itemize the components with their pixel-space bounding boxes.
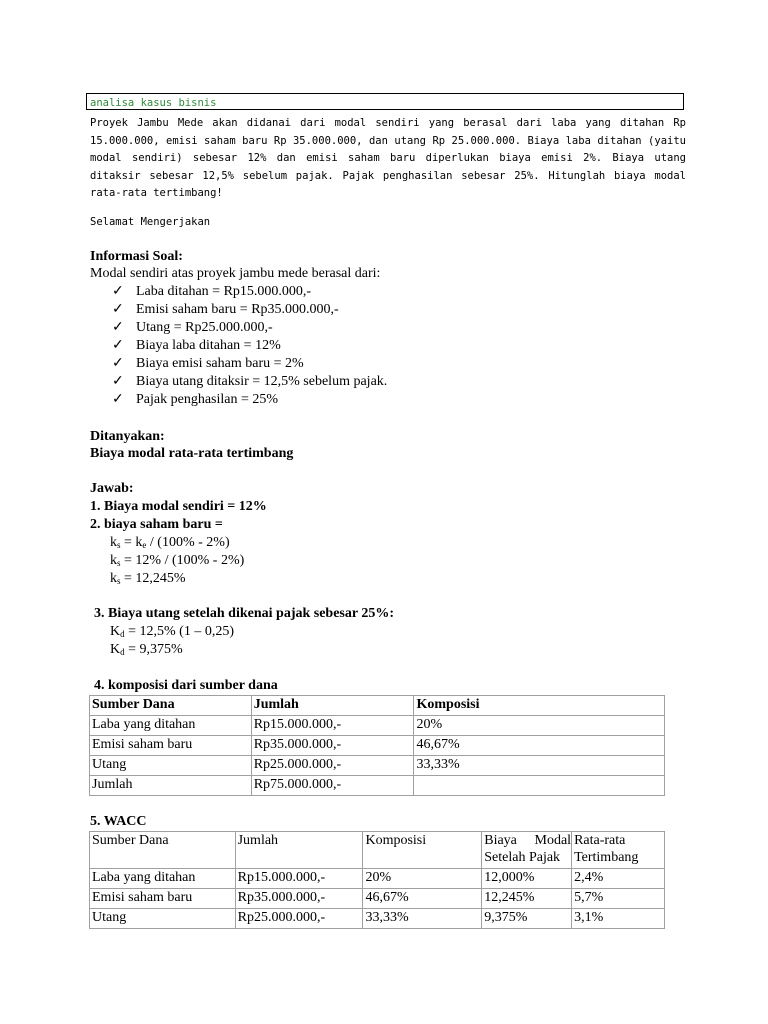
table-cell: Emisi saham baru bbox=[90, 736, 252, 756]
table-cell: Rp75.000.000,- bbox=[251, 776, 414, 796]
table-cell: 33,33% bbox=[414, 756, 665, 776]
asked-label: Ditanyakan: bbox=[90, 429, 165, 444]
formula-kd-1: $K_d = 12,5\%$ (1 – 0,25) bbox=[110, 624, 235, 639]
check-icon: ✓ bbox=[112, 302, 124, 317]
info-item-text: Emisi saham baru = Rp35.000.000,- bbox=[136, 302, 339, 317]
problem-statement bbox=[90, 115, 686, 203]
table-cell: Rp35.000.000,- bbox=[235, 889, 363, 909]
table-header-row bbox=[90, 696, 665, 716]
info-item bbox=[112, 301, 387, 319]
problem-text: Proyek Jambu Mede akan didanai dari modal sendiri yang berasal dari laba yang ditahan Rp 15.000.000, emisi saham baru Rp 35.000.000, dan utang Rp 25.000.000. Biaya laba ditahan (yaitu modal sendiri) sebesar 12% dan emisi saham baru diperlukan biaya emisi 2%. Biaya utang ditaksir sebesar 12,5% sebelum pajak. Pajak penghasilan sebesar 25%. Hitunglah biaya modal rata-rata tertimbang! bbox=[90, 117, 686, 199]
table-header-cell: Sumber Dana bbox=[90, 696, 252, 716]
answer-step-3: 3. Biaya utang setelah dikenai pajak sebesar 25%: bbox=[94, 606, 394, 621]
table-header-row bbox=[90, 832, 665, 869]
table-cell: Emisi saham baru bbox=[90, 889, 236, 909]
table-cell: Utang bbox=[90, 909, 236, 929]
asked-question: Biaya modal rata-rata tertimbang bbox=[90, 446, 294, 461]
table-header-cell: Biaya Modal Setelah Pajak bbox=[482, 832, 572, 869]
table-header-cell: Jumlah bbox=[251, 696, 414, 716]
table-cell: 33,33% bbox=[363, 909, 482, 929]
formula-ks-2: $k_s = 12\% / (100\% - 2\%)$ bbox=[110, 553, 245, 568]
info-item-text: Biaya laba ditahan = 12% bbox=[136, 338, 281, 353]
table-row bbox=[90, 716, 665, 736]
table-cell: Rp15.000.000,- bbox=[251, 716, 414, 736]
info-list bbox=[112, 283, 387, 409]
table-cell: Rp35.000.000,- bbox=[251, 736, 414, 756]
wacc-table bbox=[89, 831, 665, 929]
check-icon: ✓ bbox=[112, 338, 124, 353]
table-cell: Rp15.000.000,- bbox=[235, 869, 363, 889]
table-cell: 20% bbox=[414, 716, 665, 736]
table-cell: 46,67% bbox=[363, 889, 482, 909]
info-item bbox=[112, 391, 387, 409]
info-item-text: Biaya utang ditaksir = 12,5% sebelum pajak. bbox=[136, 374, 388, 389]
formula-ks-1: $k_s = k_e / (100\% - 2\%)$ bbox=[110, 535, 230, 550]
table-cell: Utang bbox=[90, 756, 252, 776]
info-item bbox=[112, 283, 387, 301]
table-cell: 9,375% bbox=[482, 909, 572, 929]
table-cell: 2,4% bbox=[572, 869, 665, 889]
info-title: Informasi Soal: bbox=[90, 249, 183, 264]
table-cell: 12,245% bbox=[482, 889, 572, 909]
table-cell: 20% bbox=[363, 869, 482, 889]
check-icon: ✓ bbox=[112, 392, 124, 407]
table-row bbox=[90, 776, 665, 796]
composition-table bbox=[89, 695, 665, 796]
answer-step-2: 2. biaya saham baru = bbox=[90, 517, 223, 532]
table-cell bbox=[414, 776, 665, 796]
table-header-cell: Sumber Dana bbox=[90, 832, 236, 869]
closing-text: Selamat Mengerjakan bbox=[90, 216, 211, 228]
info-item bbox=[112, 319, 387, 337]
info-item-text: Biaya emisi saham baru = 2% bbox=[136, 356, 304, 371]
answer-step-5: 5. WACC bbox=[90, 814, 147, 829]
table-cell: Jumlah bbox=[90, 776, 252, 796]
header-title: analisa kasus bisnis bbox=[90, 97, 217, 109]
info-item-text: Laba ditahan = Rp15.000.000,- bbox=[136, 284, 312, 299]
table-cell: Rp25.000.000,- bbox=[235, 909, 363, 929]
formula-ks-3: $k_s = 12,245\%$ bbox=[110, 571, 186, 586]
info-item bbox=[112, 355, 387, 373]
answer-label: Jawab: bbox=[90, 481, 134, 496]
formula-kd-2: $K_d = 9,375\%$ bbox=[110, 642, 183, 657]
info-item-text: Pajak penghasilan = 25% bbox=[136, 392, 279, 407]
answer-step-4: 4. komposisi dari sumber dana bbox=[94, 678, 278, 693]
info-item-text: Utang = Rp25.000.000,- bbox=[136, 320, 273, 335]
table-row bbox=[90, 889, 665, 909]
table-cell: 46,67% bbox=[414, 736, 665, 756]
check-icon: ✓ bbox=[112, 374, 124, 389]
table-cell: 3,1% bbox=[572, 909, 665, 929]
table-header-cell: Komposisi bbox=[363, 832, 482, 869]
check-icon: ✓ bbox=[112, 320, 124, 335]
table-row bbox=[90, 736, 665, 756]
table-cell: Laba yang ditahan bbox=[90, 869, 236, 889]
table-cell: Rp25.000.000,- bbox=[251, 756, 414, 776]
table-header-cell: Jumlah bbox=[235, 832, 363, 869]
table-header-cell: Rata-rata Tertimbang bbox=[572, 832, 665, 869]
table-cell: 5,7% bbox=[572, 889, 665, 909]
table-cell: Laba yang ditahan bbox=[90, 716, 252, 736]
table-row bbox=[90, 869, 665, 889]
info-item bbox=[112, 337, 387, 355]
info-intro: Modal sendiri atas proyek jambu mede berasal dari: bbox=[90, 266, 381, 281]
table-row bbox=[90, 756, 665, 776]
check-icon: ✓ bbox=[112, 284, 124, 299]
table-row bbox=[90, 909, 665, 929]
table-header-cell: Komposisi bbox=[414, 696, 665, 716]
answer-step-1: 1. Biaya modal sendiri = 12% bbox=[90, 499, 267, 514]
table-cell: 12,000% bbox=[482, 869, 572, 889]
info-item bbox=[112, 373, 387, 391]
check-icon: ✓ bbox=[112, 356, 124, 371]
